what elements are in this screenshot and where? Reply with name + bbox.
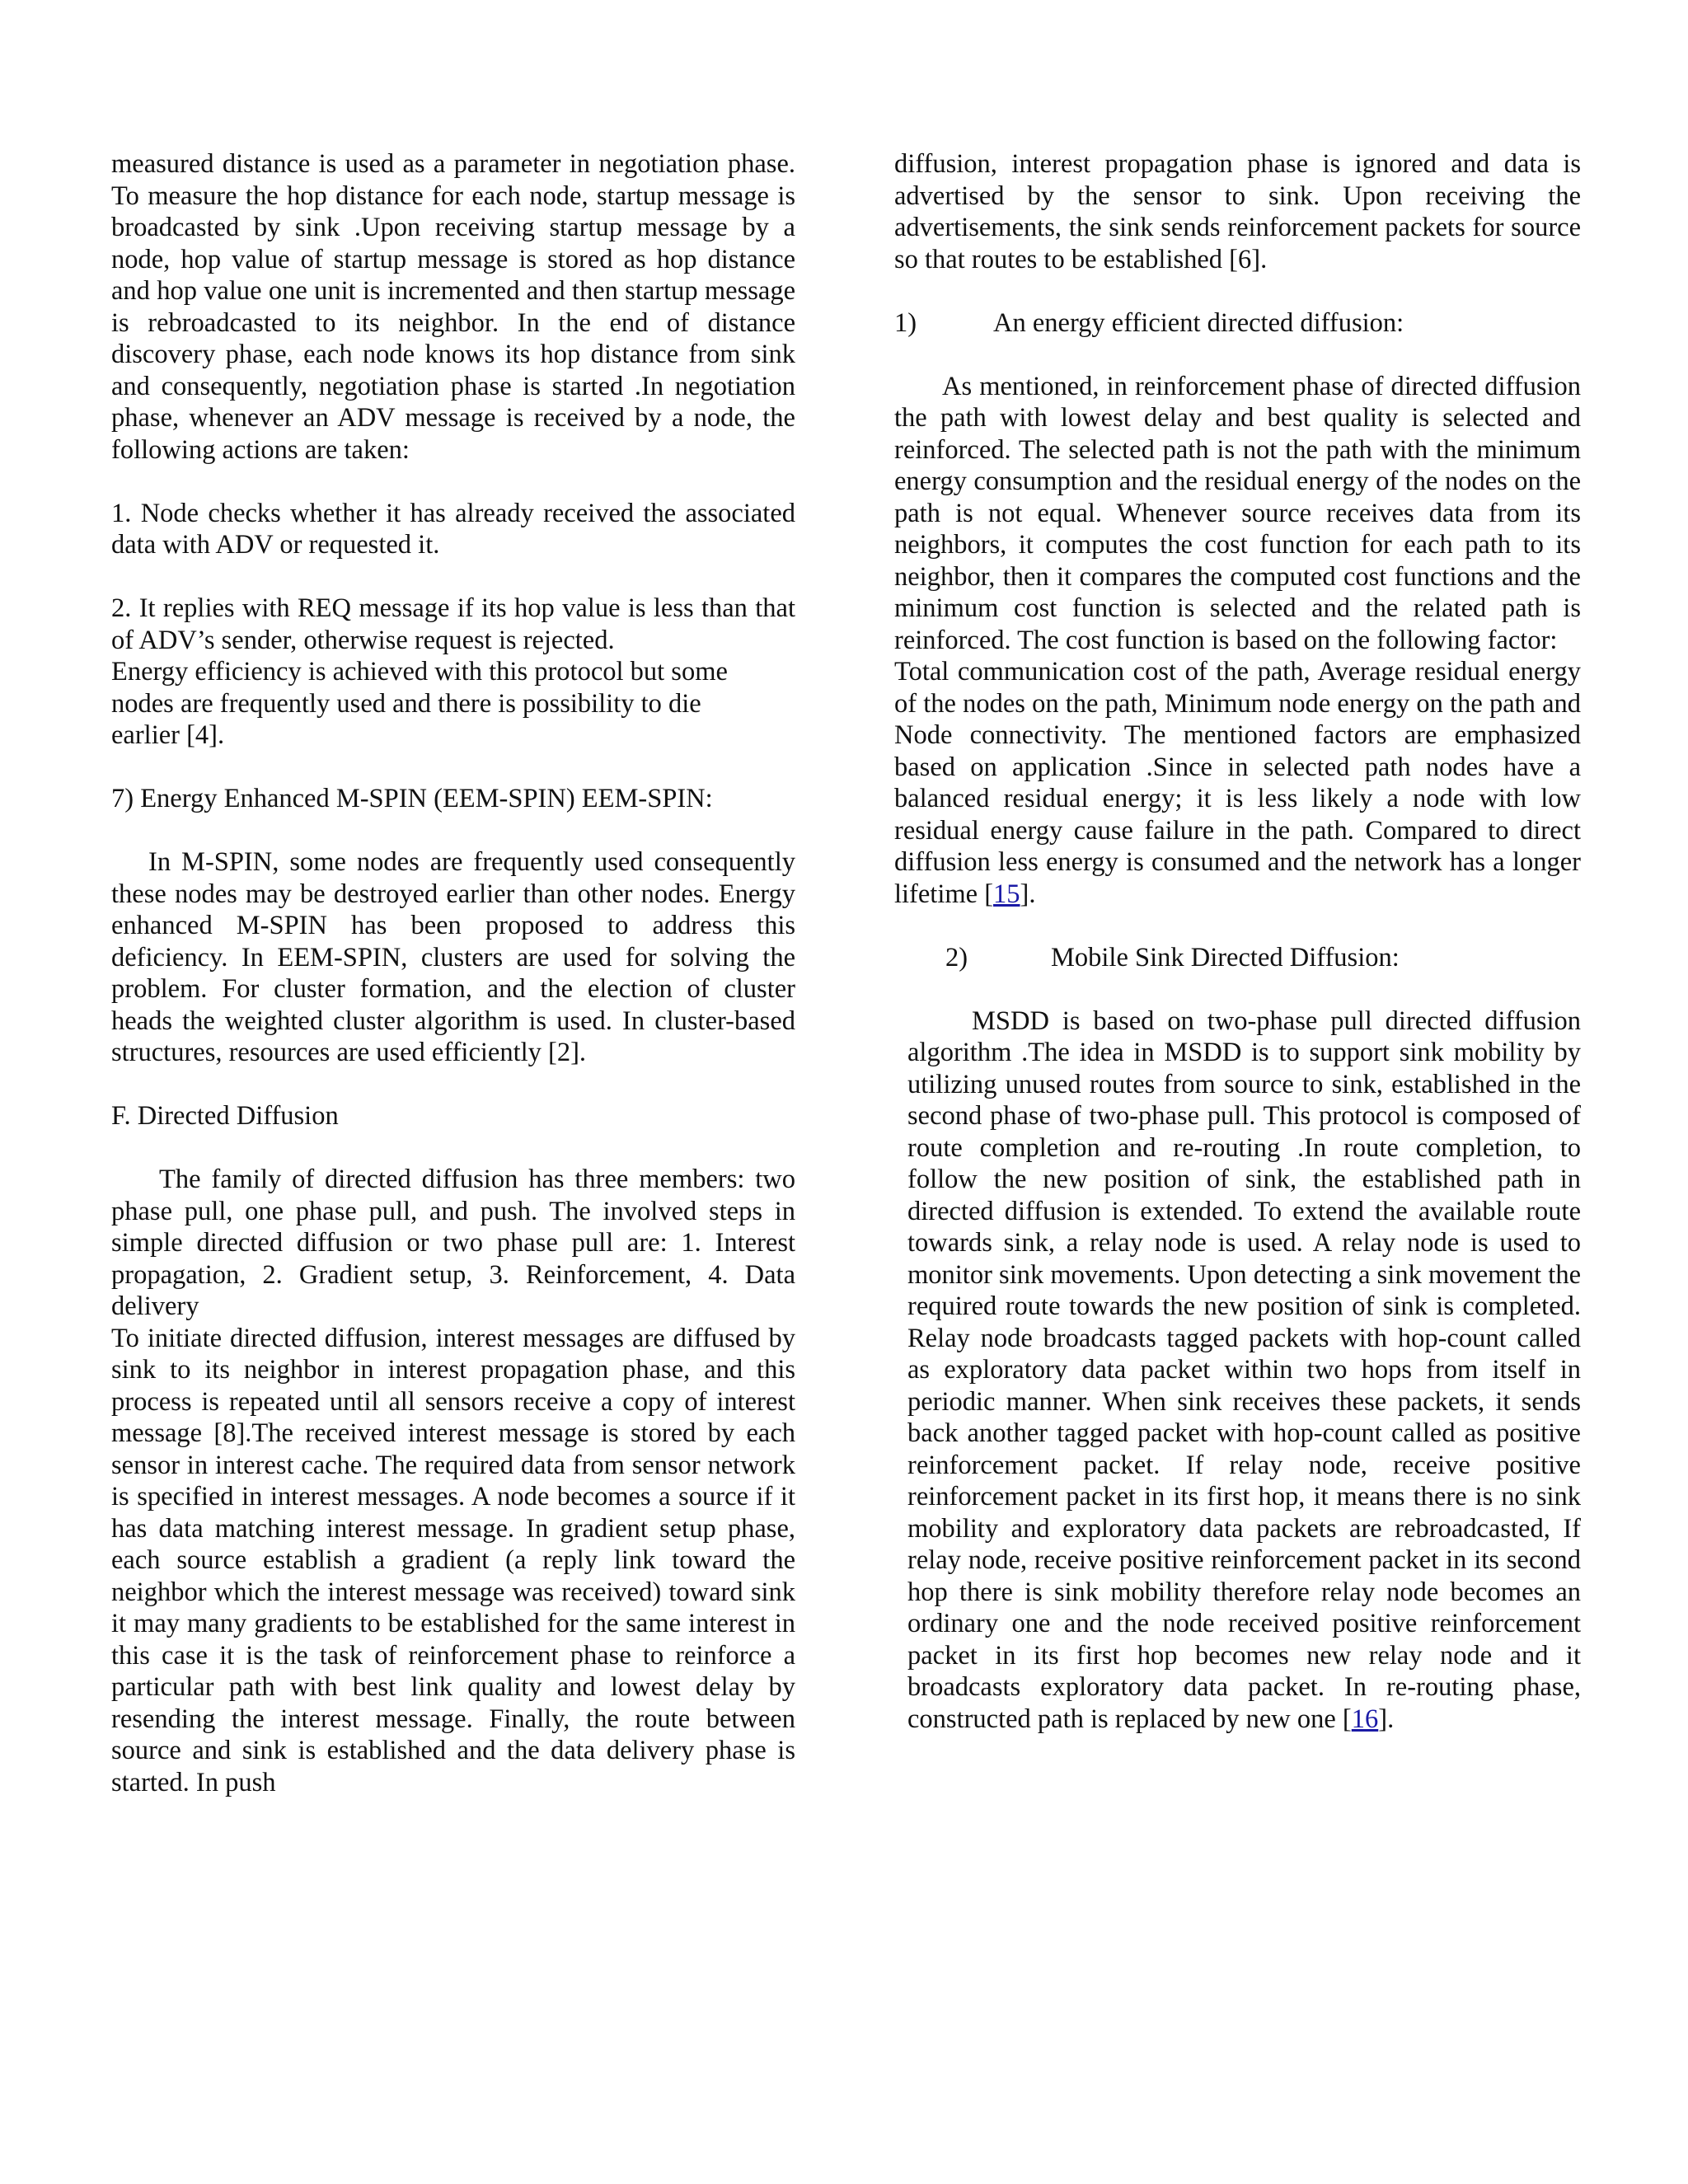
paragraph-directed-diffusion-steps: To initiate directed diffusion, interest messages are diffused by sink to its neighbor in interest propagation phase, and this process is repeated until all sensors receive a copy of interest message [8].The received interest message is stored by each sensor in interest cache. The required data from sensor network is specified in interest messages. A node becomes a source if it has data matching interest message. In gradient setup phase, each source establish a gradient (a reply link toward the neighbor which the interest message was received) toward sink it may many gradients to be established for the same interest in this case it is the task of reinforcement phase to reinforce a particular path with best link quality and lowest delay by resending the interest message. Finally, the route between source and sink is established and the data delivery phase is started. In push [111,1323,795,1797]
cost-factors-text: Total communication cost of the path, Average residual energy of the nodes on the path, Minimum node energy on the path and Node connectivity. The mentioned factors are emphasized based on application .Since in selected path nodes have a balanced residual energy; it is less likely a node with low residual energy cause failure in the path. Compared to direct diffusion less energy is consumed and the network has a longer lifetime [ [894,657,1581,909]
subsection-heading-msdd [894,942,1581,974]
cost-factors-end: ]. [1020,879,1036,909]
energy-efficiency-line-1: Energy efficiency is achieved with this protocol but some [111,657,728,687]
subsection-title: An energy efficient directed diffusion: [993,307,1404,338]
right-column [894,148,1581,1735]
reference-link-16[interactable]: 16 [1351,1704,1379,1734]
msdd-end: ]. [1378,1704,1395,1734]
paragraph-cost-factors [894,656,1581,910]
subsection-number: 2) [945,942,968,972]
energy-efficiency-line-2: nodes are frequently used and there is possibility to die [111,688,701,719]
paragraph-energy-efficient-dd: As mentioned, in reinforcement phase of directed diffusion the path with lowest delay and best quality is selected and reinforced. The selected path is not the path with the minimum energy consumption and the residual energy of the nodes on the path is not equal. Whenever source receives data from its neighbors, it computes the cost function for each path to its neighbor, then it compares the computed cost functions and the minimum cost function is selected and the related path is reinforced. The cost function is based on the following factor: [894,371,1581,655]
energy-efficiency-line-3: earlier [4]. [111,720,225,750]
paragraph-eem-spin: In M-SPIN, some nodes are frequently used consequently these nodes may be destroyed earlier than other nodes. Energy enhanced M-SPIN has been proposed to address this deficiency. In EEM-SPIN, clusters are used for solving the problem. For cluster formation, and the election of cluster heads the weighted cluster algorithm is used. In cluster-based structures, resources are used efficiently [2]. [111,847,795,1067]
list-item-2: 2. It replies with REQ message if its hop value is less than that of ADV’s sender, otherwise request is rejected. [111,593,795,655]
paragraph-msdd [907,1005,1581,1736]
paragraph-push-diffusion: diffusion, interest propagation phase is ignored and data is advertised by the sensor to sink. Upon receiving the advertisements, the sink sends reinforcement packets for source so that routes to be established [6]. [894,149,1581,274]
reference-link-15[interactable]: 15 [993,879,1020,909]
list-item-1: 1. Node checks whether it has already received the associated data with ADV or requested it. [111,498,795,560]
msdd-text: MSDD is based on two-phase pull directed diffusion algorithm .The idea in MSDD is to support sink mobility by utilizing unused routes from source to sink, established in the second phase of two-phase pull. This protocol is composed of route completion and re-routing .In route completion, to follow the new position of sink, the established path in directed diffusion is extended. To extend the available route towards sink, a relay node is used. A relay node is used to monitor sink movements. Upon detecting a sink movement the required route towards the new position of sink is completed. Relay node broadcasts tagged packets with hop-count called as exploratory data packet within two hops from itself in periodic manner. When sink receives these packets, it sends back another tagged packet with hop-count called as positive reinforcement packet. If relay node, receive positive reinforcement packet in its first hop, it means there is no sink mobility and exploratory data packets are rebroadcasted, If relay node, receive positive reinforcement packet in its second hop there is sink mobility therefore relay node becomes an ordinary one and the node received positive reinforcement packet in its first hop becomes new relay node and it broadcasts exploratory data packet. In re-routing phase, constructed path is replaced by new one [ [907,1005,1581,1734]
paragraph-directed-diffusion-family: The family of directed diffusion has three members: two phase pull, one phase pull, and push. The involved steps in simple directed diffusion or two phase pull are: 1. Interest propagation, 2. Gradient setup, 3. Reinforcement, 4. Data delivery [111,1165,795,1321]
left-column [111,148,795,1798]
section-heading-eem-spin: 7) Energy Enhanced M-SPIN (EEM-SPIN) EEM-SPIN: [111,784,713,813]
subsection-heading-energy-efficient-dd [894,307,1581,340]
msdd-block [907,1005,1581,1736]
paragraph-negotiation: measured distance is used as a parameter in negotiation phase. To measure the hop distance for each node, startup message is broadcasted by sink .Upon receiving startup message by a node, hop value of startup message is stored as hop distance and hop value one unit is incremented and then startup message is rebroadcasted to its neighbor. In the end of distance discovery phase, each node knows its hop distance from sink and consequently, negotiation phase is started .In negotiation phase, whenever an ADV message is received by a node, the following actions are taken: [111,149,795,465]
subsection-number: 1) [894,307,917,338]
section-heading-directed-diffusion: F. Directed Diffusion [111,1101,339,1131]
subsection-title: Mobile Sink Directed Diffusion: [1051,942,1400,972]
